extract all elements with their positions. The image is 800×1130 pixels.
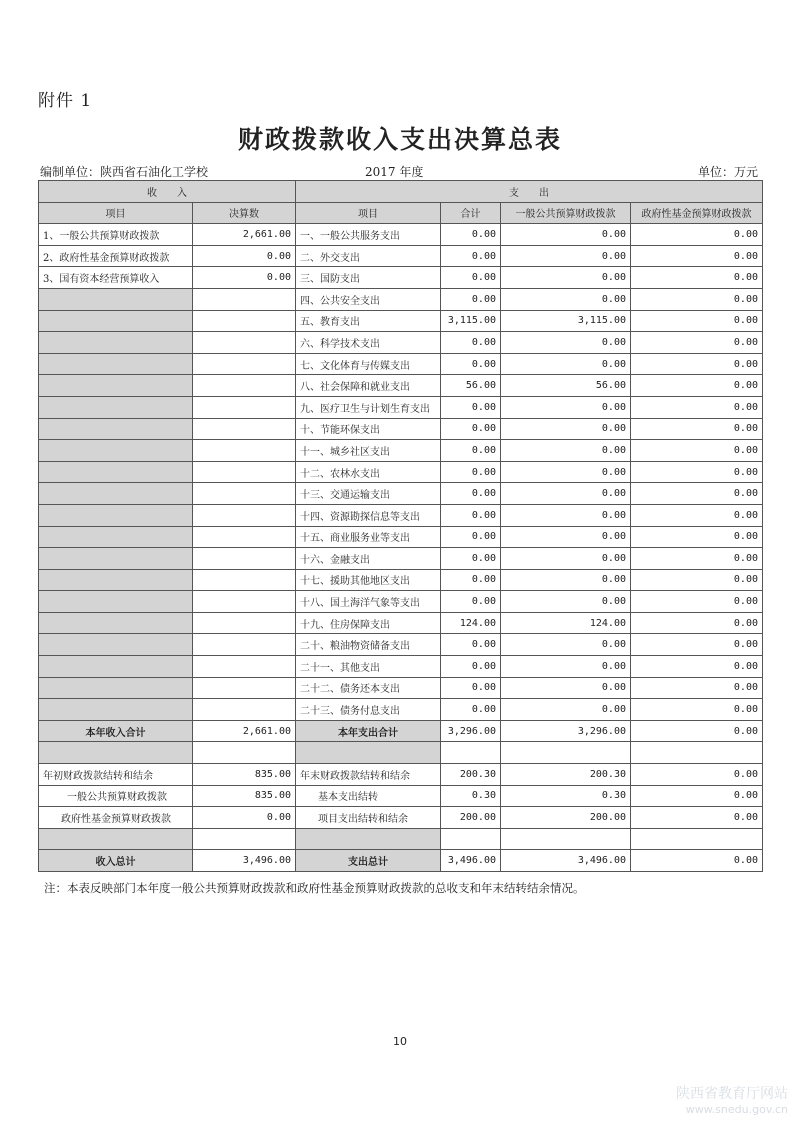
expense-total-cell: 0.00	[441, 440, 501, 462]
expense-item-cell: 八、社会保障和就业支出	[296, 375, 441, 397]
general-budget-cell: 0.00	[501, 504, 631, 526]
income-item-cell: 3、国有资本经营预算收入	[39, 267, 193, 289]
expense-item-cell: 六、科学技术支出	[296, 332, 441, 354]
general-budget-cell: 0.00	[501, 396, 631, 418]
compiling-unit: 编制单位：陕西省石油化工学校	[40, 165, 209, 179]
expense-total-cell: 0.00	[441, 245, 501, 267]
income-amount-cell	[193, 677, 296, 699]
expense-item-cell: 十二、农林水支出	[296, 461, 441, 483]
expense-total-cell: 3,496.00	[441, 850, 501, 872]
general-budget-cell: 0.00	[501, 591, 631, 613]
expense-total-cell: 0.00	[441, 591, 501, 613]
expense-total-cell	[441, 742, 501, 764]
fund-budget-cell: 0.00	[631, 569, 763, 591]
fund-budget-cell: 0.00	[631, 677, 763, 699]
income-amount-cell	[193, 612, 296, 634]
expense-item-cell: 十五、商业服务业等支出	[296, 526, 441, 548]
page-title: 财政拨款收入支出决算总表	[237, 125, 562, 154]
section-header-row	[39, 181, 763, 203]
fund-budget-cell: 0.00	[631, 548, 763, 570]
blank-row	[39, 828, 763, 850]
table-row	[39, 483, 763, 505]
fund-budget-cell: 0.00	[631, 656, 763, 678]
expense-total-cell: 0.30	[441, 785, 501, 807]
fund-budget-cell: 0.00	[631, 267, 763, 289]
blank-row	[39, 742, 763, 764]
income-item-cell	[39, 634, 193, 656]
income-amount-cell	[193, 656, 296, 678]
grand-total-row	[39, 850, 763, 872]
fund-budget-cell	[631, 828, 763, 850]
general-budget-cell: 0.00	[501, 677, 631, 699]
table-row	[39, 396, 763, 418]
expense-item-cell: 十一、城乡社区支出	[296, 440, 441, 462]
watermark	[676, 1083, 788, 1116]
income-item-cell: 政府性基金预算财政拨款	[39, 807, 193, 829]
expense-total-cell: 200.00	[441, 807, 501, 829]
expense-total-cell: 0.00	[441, 656, 501, 678]
income-amount-cell: 0.00	[193, 245, 296, 267]
expense-item-cell: 十三、交通运输支出	[296, 483, 441, 505]
expense-total-cell: 0.00	[441, 224, 501, 246]
budget-table	[38, 180, 763, 872]
income-amount-cell	[193, 418, 296, 440]
fund-budget-cell: 0.00	[631, 353, 763, 375]
expense-item-cell: 九、医疗卫生与计划生育支出	[296, 396, 441, 418]
general-budget-cell: 3,496.00	[501, 850, 631, 872]
expense-total-cell: 0.00	[441, 418, 501, 440]
general-budget-cell	[501, 828, 631, 850]
expense-item-cell: 二十一、其他支出	[296, 656, 441, 678]
col-fund-budget: 政府性基金预算财政拨款	[631, 202, 763, 224]
income-amount-cell	[193, 548, 296, 570]
income-item-cell	[39, 742, 193, 764]
fund-budget-cell: 0.00	[631, 850, 763, 872]
general-budget-cell: 124.00	[501, 612, 631, 634]
col-income-item: 项目	[39, 202, 193, 224]
fund-budget-cell: 0.00	[631, 483, 763, 505]
general-budget-cell: 0.00	[501, 332, 631, 354]
income-item-cell	[39, 353, 193, 375]
expense-item-cell: 一、一般公共服务支出	[296, 224, 441, 246]
expense-total-cell: 3,296.00	[441, 720, 501, 742]
expense-item-cell: 十六、金融支出	[296, 548, 441, 570]
fund-budget-cell: 0.00	[631, 764, 763, 786]
income-amount-cell	[193, 310, 296, 332]
income-amount-cell: 2,661.00	[193, 224, 296, 246]
general-budget-cell: 200.30	[501, 764, 631, 786]
income-header: 收 入	[39, 181, 296, 203]
income-amount-cell	[193, 332, 296, 354]
income-amount-cell	[193, 634, 296, 656]
table-row	[39, 569, 763, 591]
income-amount-cell: 0.00	[193, 267, 296, 289]
expense-item-cell: 二十三、债务付息支出	[296, 699, 441, 721]
expense-item-cell: 五、教育支出	[296, 310, 441, 332]
watermark-url: www.snedu.gov.cn	[685, 1103, 788, 1116]
fund-budget-cell: 0.00	[631, 526, 763, 548]
general-budget-cell: 0.00	[501, 699, 631, 721]
table-row	[39, 634, 763, 656]
income-item-cell	[39, 677, 193, 699]
general-budget-cell: 3,296.00	[501, 720, 631, 742]
table-row	[39, 375, 763, 397]
col-total: 合计	[441, 202, 501, 224]
income-item-cell	[39, 418, 193, 440]
column-header-row	[39, 202, 763, 224]
expense-item-cell	[296, 742, 441, 764]
fund-budget-cell: 0.00	[631, 310, 763, 332]
general-budget-cell: 0.00	[501, 548, 631, 570]
income-item-cell	[39, 440, 193, 462]
currency-unit: 单位：万元	[697, 165, 758, 179]
expense-total-cell: 3,115.00	[441, 310, 501, 332]
expense-item-cell: 支出总计	[296, 850, 441, 872]
table-row	[39, 353, 763, 375]
table-row	[39, 267, 763, 289]
income-item-cell: 本年收入合计	[39, 720, 193, 742]
fund-budget-cell: 0.00	[631, 245, 763, 267]
income-item-cell: 收入总计	[39, 850, 193, 872]
fund-budget-cell: 0.00	[631, 634, 763, 656]
col-general-budget: 一般公共预算财政拨款	[501, 202, 631, 224]
expense-total-cell: 0.00	[441, 353, 501, 375]
fund-budget-cell: 0.00	[631, 807, 763, 829]
income-amount-cell: 2,661.00	[193, 720, 296, 742]
table-row	[39, 699, 763, 721]
general-budget-cell: 0.00	[501, 288, 631, 310]
expense-total-cell: 0.00	[441, 504, 501, 526]
income-item-cell	[39, 591, 193, 613]
carryover-row	[39, 764, 763, 786]
fund-budget-cell: 0.00	[631, 396, 763, 418]
general-budget-cell: 0.00	[501, 461, 631, 483]
income-amount-cell	[193, 526, 296, 548]
expense-total-cell: 124.00	[441, 612, 501, 634]
table-row	[39, 612, 763, 634]
table-row	[39, 548, 763, 570]
income-amount-cell	[193, 591, 296, 613]
income-item-cell	[39, 504, 193, 526]
general-budget-cell: 3,115.00	[501, 310, 631, 332]
table-row	[39, 677, 763, 699]
income-amount-cell	[193, 375, 296, 397]
general-budget-cell: 0.00	[501, 224, 631, 246]
income-item-cell: 2、政府性基金预算财政拨款	[39, 245, 193, 267]
income-amount-cell	[193, 353, 296, 375]
expense-total-cell: 0.00	[441, 288, 501, 310]
income-item-cell	[39, 526, 193, 548]
income-item-cell	[39, 699, 193, 721]
fund-budget-cell: 0.00	[631, 440, 763, 462]
expense-item-cell: 二、外交支出	[296, 245, 441, 267]
income-amount-cell: 835.00	[193, 764, 296, 786]
fiscal-year: 2017 年度	[365, 165, 424, 179]
expense-item-cell: 十四、资源勘探信息等支出	[296, 504, 441, 526]
income-amount-cell: 835.00	[193, 785, 296, 807]
fund-budget-cell: 0.00	[631, 461, 763, 483]
income-amount-cell	[193, 483, 296, 505]
general-budget-cell: 0.00	[501, 526, 631, 548]
attachment-label: 附件 1	[38, 91, 93, 111]
expense-total-cell	[441, 828, 501, 850]
table-row	[39, 526, 763, 548]
income-item-cell	[39, 828, 193, 850]
table-row	[39, 418, 763, 440]
table-row	[39, 440, 763, 462]
fund-budget-cell: 0.00	[631, 504, 763, 526]
expense-total-cell: 200.30	[441, 764, 501, 786]
fund-budget-cell: 0.00	[631, 612, 763, 634]
general-budget-cell: 0.00	[501, 267, 631, 289]
income-amount-cell	[193, 288, 296, 310]
fund-budget-cell: 0.00	[631, 332, 763, 354]
expense-item-cell: 项目支出结转和结余	[296, 807, 441, 829]
table-row	[39, 310, 763, 332]
table-row	[39, 224, 763, 246]
expense-total-cell: 0.00	[441, 267, 501, 289]
table-row	[39, 656, 763, 678]
expense-item-cell: 基本支出结转	[296, 785, 441, 807]
table-row	[39, 288, 763, 310]
fund-budget-cell: 0.00	[631, 591, 763, 613]
expense-header: 支 出	[296, 181, 763, 203]
income-amount-cell	[193, 461, 296, 483]
income-item-cell: 年初财政拨款结转和结余	[39, 764, 193, 786]
expense-item-cell: 四、公共安全支出	[296, 288, 441, 310]
general-budget-cell: 0.00	[501, 634, 631, 656]
carryover-row	[39, 807, 763, 829]
income-amount-cell	[193, 828, 296, 850]
income-item-cell: 一般公共预算财政拨款	[39, 785, 193, 807]
income-item-cell	[39, 612, 193, 634]
carryover-row	[39, 785, 763, 807]
general-budget-cell: 0.00	[501, 418, 631, 440]
fund-budget-cell: 0.00	[631, 720, 763, 742]
income-item-cell	[39, 332, 193, 354]
income-amount-cell	[193, 396, 296, 418]
table-row	[39, 591, 763, 613]
fund-budget-cell: 0.00	[631, 699, 763, 721]
general-budget-cell: 0.30	[501, 785, 631, 807]
income-item-cell	[39, 461, 193, 483]
general-budget-cell: 0.00	[501, 656, 631, 678]
expense-total-cell: 0.00	[441, 461, 501, 483]
fund-budget-cell	[631, 742, 763, 764]
fund-budget-cell: 0.00	[631, 224, 763, 246]
income-item-cell	[39, 375, 193, 397]
general-budget-cell: 0.00	[501, 569, 631, 591]
income-item-cell	[39, 548, 193, 570]
fund-budget-cell: 0.00	[631, 288, 763, 310]
income-amount-cell	[193, 440, 296, 462]
income-amount-cell	[193, 699, 296, 721]
expense-total-cell: 0.00	[441, 699, 501, 721]
expense-total-cell: 0.00	[441, 483, 501, 505]
income-amount-cell	[193, 504, 296, 526]
expense-item-cell: 十七、援助其他地区支出	[296, 569, 441, 591]
expense-item-cell: 十、节能环保支出	[296, 418, 441, 440]
income-item-cell: 1、一般公共预算财政拨款	[39, 224, 193, 246]
income-item-cell	[39, 569, 193, 591]
fund-budget-cell: 0.00	[631, 375, 763, 397]
col-expense-item: 项目	[296, 202, 441, 224]
expense-total-cell: 0.00	[441, 548, 501, 570]
expense-item-cell: 本年支出合计	[296, 720, 441, 742]
col-income-amount: 决算数	[193, 202, 296, 224]
year-total-row	[39, 720, 763, 742]
expense-item-cell: 三、国防支出	[296, 267, 441, 289]
table-row	[39, 332, 763, 354]
general-budget-cell	[501, 742, 631, 764]
general-budget-cell: 0.00	[501, 353, 631, 375]
expense-item-cell: 七、文化体育与传媒支出	[296, 353, 441, 375]
general-budget-cell: 0.00	[501, 440, 631, 462]
general-budget-cell: 56.00	[501, 375, 631, 397]
table-row	[39, 245, 763, 267]
fund-budget-cell: 0.00	[631, 418, 763, 440]
general-budget-cell: 200.00	[501, 807, 631, 829]
expense-item-cell: 二十、粮油物资储备支出	[296, 634, 441, 656]
expense-item-cell: 年末财政拨款结转和结余	[296, 764, 441, 786]
page-number: 10	[393, 1035, 407, 1048]
income-item-cell	[39, 396, 193, 418]
expense-item-cell	[296, 828, 441, 850]
expense-item-cell: 十八、国土海洋气象等支出	[296, 591, 441, 613]
expense-total-cell: 0.00	[441, 332, 501, 354]
general-budget-cell: 0.00	[501, 245, 631, 267]
expense-total-cell: 56.00	[441, 375, 501, 397]
expense-item-cell: 二十二、债务还本支出	[296, 677, 441, 699]
table-row	[39, 504, 763, 526]
table-row	[39, 461, 763, 483]
income-item-cell	[39, 310, 193, 332]
fund-budget-cell: 0.00	[631, 785, 763, 807]
watermark-name: 陕西省教育厅网站	[676, 1086, 788, 1102]
expense-total-cell: 0.00	[441, 526, 501, 548]
expense-total-cell: 0.00	[441, 569, 501, 591]
expense-total-cell: 0.00	[441, 396, 501, 418]
income-amount-cell: 0.00	[193, 807, 296, 829]
expense-total-cell: 0.00	[441, 634, 501, 656]
general-budget-cell: 0.00	[501, 483, 631, 505]
footnote: 注：本表反映部门本年度一般公共预算财政拨款和政府性基金预算财政拨款的总收支和年末结转结余情况。	[44, 881, 585, 895]
income-item-cell	[39, 656, 193, 678]
income-item-cell	[39, 288, 193, 310]
expense-item-cell: 十九、住房保障支出	[296, 612, 441, 634]
income-amount-cell: 3,496.00	[193, 850, 296, 872]
expense-total-cell: 0.00	[441, 677, 501, 699]
income-item-cell	[39, 483, 193, 505]
income-amount-cell	[193, 569, 296, 591]
income-amount-cell	[193, 742, 296, 764]
